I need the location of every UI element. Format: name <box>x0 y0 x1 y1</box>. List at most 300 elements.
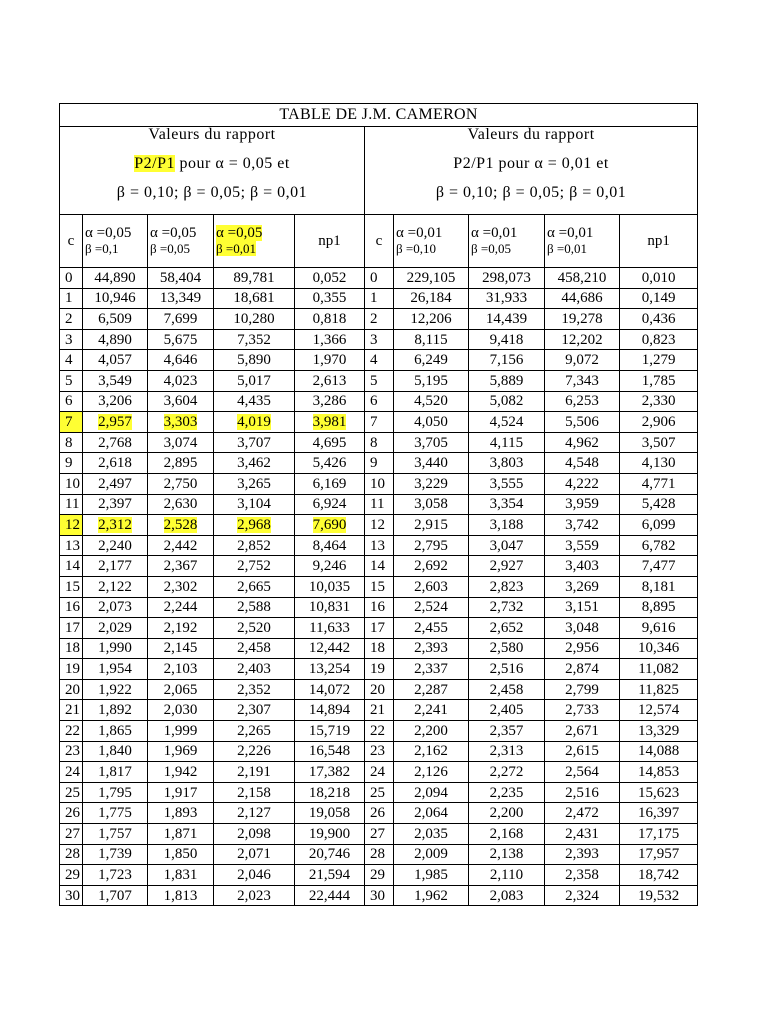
right-value-cell: 7,343 <box>545 370 620 391</box>
right-value-cell: 2,330 <box>620 391 698 412</box>
right-value-cell: 4,130 <box>620 453 698 474</box>
left-value-cell: 2,265 <box>214 721 295 742</box>
right-value-cell: 229,105 <box>394 268 469 289</box>
right-value-cell: 0,436 <box>620 309 698 330</box>
left-value-cell: 2,752 <box>214 556 295 577</box>
right-value-cell: 2,927 <box>469 556 545 577</box>
right-c-cell: 23 <box>365 741 394 762</box>
left-desc-line1: Valeurs du rapport <box>148 126 276 143</box>
left-value-cell: 2,403 <box>214 659 295 680</box>
left-value-cell: 2,029 <box>83 618 148 639</box>
right-value-cell: 3,507 <box>620 432 698 453</box>
left-c-cell: 17 <box>60 618 83 639</box>
left-value-cell: 3,286 <box>295 391 365 412</box>
right-c-cell: 1 <box>365 288 394 309</box>
right-col3-header: α =0,01 β =0,01 <box>545 215 620 268</box>
right-value-cell: 3,403 <box>545 556 620 577</box>
right-c-cell: 28 <box>365 844 394 865</box>
left-value-cell: 13,254 <box>295 659 365 680</box>
left-value-cell: 18,218 <box>295 782 365 803</box>
right-value-cell: 2,732 <box>469 597 545 618</box>
right-value-cell: 2,094 <box>394 782 469 803</box>
left-c-cell: 5 <box>60 370 83 391</box>
right-value-cell: 26,184 <box>394 288 469 309</box>
right-value-cell: 1,785 <box>620 370 698 391</box>
right-value-cell: 2,823 <box>469 576 545 597</box>
right-value-cell: 2,516 <box>545 782 620 803</box>
left-value-cell: 2,023 <box>214 885 295 906</box>
left-value-cell: 6,169 <box>295 473 365 494</box>
left-value-cell: 1,893 <box>148 803 214 824</box>
right-value-cell: 0,010 <box>620 268 698 289</box>
left-c-cell: 4 <box>60 350 83 371</box>
left-value-cell: 1,999 <box>148 721 214 742</box>
left-value-cell: 2,071 <box>214 844 295 865</box>
left-value-cell: 3,462 <box>214 453 295 474</box>
left-value-cell: 2,588 <box>214 597 295 618</box>
right-c-cell: 3 <box>365 329 394 350</box>
right-c-cell: 30 <box>365 885 394 906</box>
right-value-cell: 2,652 <box>469 618 545 639</box>
left-value-cell: 7,352 <box>214 329 295 350</box>
right-value-cell: 3,047 <box>469 535 545 556</box>
right-value-cell: 458,210 <box>545 268 620 289</box>
right-value-cell: 1,279 <box>620 350 698 371</box>
left-value-cell: 3,104 <box>214 494 295 515</box>
right-value-cell: 2,200 <box>394 721 469 742</box>
right-np1-header: np1 <box>620 215 698 268</box>
right-value-cell: 4,050 <box>394 412 469 433</box>
left-value-cell: 2,307 <box>214 700 295 721</box>
left-value-cell: 4,695 <box>295 432 365 453</box>
right-c-cell: 8 <box>365 432 394 453</box>
left-value-cell: 3,981 <box>295 412 365 433</box>
right-c-cell: 4 <box>365 350 394 371</box>
right-value-cell: 2,874 <box>545 659 620 680</box>
left-c-cell: 23 <box>60 741 83 762</box>
left-c-cell: 16 <box>60 597 83 618</box>
left-value-cell: 5,675 <box>148 329 214 350</box>
right-c-cell: 0 <box>365 268 394 289</box>
left-value-cell: 1,813 <box>148 885 214 906</box>
right-value-cell: 2,692 <box>394 556 469 577</box>
table-row <box>60 741 698 762</box>
right-value-cell: 15,623 <box>620 782 698 803</box>
table-row <box>60 597 698 618</box>
left-c-cell: 7 <box>60 412 83 433</box>
right-value-cell: 2,168 <box>469 824 545 845</box>
table-row <box>60 824 698 845</box>
right-value-cell: 3,959 <box>545 494 620 515</box>
right-description <box>365 127 698 215</box>
table-row <box>60 432 698 453</box>
left-value-cell: 2,103 <box>148 659 214 680</box>
left-value-cell: 2,192 <box>148 618 214 639</box>
right-value-cell: 3,742 <box>545 515 620 536</box>
left-c-cell: 6 <box>60 391 83 412</box>
left-value-cell: 2,630 <box>148 494 214 515</box>
left-c-cell: 22 <box>60 721 83 742</box>
right-value-cell: 14,088 <box>620 741 698 762</box>
right-value-cell: 2,458 <box>469 679 545 700</box>
left-value-cell: 2,145 <box>148 638 214 659</box>
right-value-cell: 3,229 <box>394 473 469 494</box>
left-c-cell: 11 <box>60 494 83 515</box>
left-description <box>60 127 365 215</box>
right-c-cell: 18 <box>365 638 394 659</box>
right-value-cell: 8,115 <box>394 329 469 350</box>
right-value-cell: 3,803 <box>469 453 545 474</box>
left-value-cell: 1,970 <box>295 350 365 371</box>
left-value-cell: 18,681 <box>214 288 295 309</box>
left-value-cell: 2,458 <box>214 638 295 659</box>
right-value-cell: 2,035 <box>394 824 469 845</box>
right-c-cell: 2 <box>365 309 394 330</box>
table-row <box>60 473 698 494</box>
left-c-cell: 3 <box>60 329 83 350</box>
left-value-cell: 4,023 <box>148 370 214 391</box>
right-value-cell: 3,048 <box>545 618 620 639</box>
right-value-cell: 4,548 <box>545 453 620 474</box>
left-value-cell: 1,775 <box>83 803 148 824</box>
left-value-cell: 19,058 <box>295 803 365 824</box>
table-row <box>60 494 698 515</box>
left-desc-line2 <box>60 156 364 185</box>
left-value-cell: 10,946 <box>83 288 148 309</box>
right-value-cell: 2,200 <box>469 803 545 824</box>
left-c-cell: 12 <box>60 515 83 536</box>
left-value-cell: 5,426 <box>295 453 365 474</box>
right-value-cell: 0,149 <box>620 288 698 309</box>
left-value-cell: 4,646 <box>148 350 214 371</box>
table-row <box>60 782 698 803</box>
table-row <box>60 721 698 742</box>
left-value-cell: 14,894 <box>295 700 365 721</box>
table-row <box>60 762 698 783</box>
right-value-cell: 2,733 <box>545 700 620 721</box>
right-col2-header: α =0,01 β =0,05 <box>469 215 545 268</box>
right-value-cell: 7,477 <box>620 556 698 577</box>
left-c-cell: 21 <box>60 700 83 721</box>
left-c-cell: 8 <box>60 432 83 453</box>
right-value-cell: 2,110 <box>469 865 545 886</box>
left-value-cell: 13,349 <box>148 288 214 309</box>
left-value-cell: 1,917 <box>148 782 214 803</box>
right-value-cell: 2,393 <box>394 638 469 659</box>
right-value-cell: 4,222 <box>545 473 620 494</box>
left-c-cell: 20 <box>60 679 83 700</box>
left-c-cell: 24 <box>60 762 83 783</box>
right-value-cell: 2,795 <box>394 535 469 556</box>
right-value-cell: 5,889 <box>469 370 545 391</box>
left-c-cell: 19 <box>60 659 83 680</box>
left-value-cell: 22,444 <box>295 885 365 906</box>
right-value-cell: 2,324 <box>545 885 620 906</box>
table-row <box>60 535 698 556</box>
right-col1-header: α =0,01 β =0,10 <box>394 215 469 268</box>
left-value-cell: 3,707 <box>214 432 295 453</box>
right-c-cell: 7 <box>365 412 394 433</box>
left-value-cell: 2,046 <box>214 865 295 886</box>
right-value-cell: 2,358 <box>545 865 620 886</box>
table-row <box>60 844 698 865</box>
right-desc-line3: β = 0,10; β = 0,05; β = 0,01 <box>435 184 627 201</box>
right-c-header: c <box>365 215 394 268</box>
left-np1-header: np1 <box>295 215 365 268</box>
left-value-cell: 20,746 <box>295 844 365 865</box>
left-value-cell: 6,509 <box>83 309 148 330</box>
left-value-cell: 2,768 <box>83 432 148 453</box>
table-row <box>60 288 698 309</box>
table-row <box>60 370 698 391</box>
right-value-cell: 2,431 <box>545 824 620 845</box>
left-c-cell: 15 <box>60 576 83 597</box>
right-value-cell: 11,082 <box>620 659 698 680</box>
right-value-cell: 2,580 <box>469 638 545 659</box>
right-value-cell: 3,269 <box>545 576 620 597</box>
right-c-cell: 26 <box>365 803 394 824</box>
left-value-cell: 12,442 <box>295 638 365 659</box>
table-row <box>60 885 698 906</box>
right-value-cell: 2,455 <box>394 618 469 639</box>
left-c-cell: 30 <box>60 885 83 906</box>
table-row <box>60 638 698 659</box>
left-value-cell: 2,312 <box>83 515 148 536</box>
left-value-cell: 2,750 <box>148 473 214 494</box>
right-value-cell: 14,439 <box>469 309 545 330</box>
right-c-cell: 12 <box>365 515 394 536</box>
right-value-cell: 3,058 <box>394 494 469 515</box>
right-value-cell: 3,559 <box>545 535 620 556</box>
table-title: TABLE DE J.M. CAMERON <box>60 104 698 127</box>
left-value-cell: 1,840 <box>83 741 148 762</box>
left-value-cell: 0,818 <box>295 309 365 330</box>
left-value-cell: 2,177 <box>83 556 148 577</box>
table-row <box>60 453 698 474</box>
right-value-cell: 9,418 <box>469 329 545 350</box>
right-value-cell: 8,895 <box>620 597 698 618</box>
left-c-cell: 10 <box>60 473 83 494</box>
table-row <box>60 329 698 350</box>
left-value-cell: 3,549 <box>83 370 148 391</box>
right-value-cell: 2,064 <box>394 803 469 824</box>
right-value-cell: 2,603 <box>394 576 469 597</box>
right-c-cell: 16 <box>365 597 394 618</box>
right-value-cell: 2,799 <box>545 679 620 700</box>
left-value-cell: 2,073 <box>83 597 148 618</box>
left-desc-line2-rest: pour α = 0,05 et <box>179 155 290 172</box>
right-value-cell: 0,823 <box>620 329 698 350</box>
table-row <box>60 803 698 824</box>
right-value-cell: 2,138 <box>469 844 545 865</box>
right-c-cell: 17 <box>365 618 394 639</box>
right-value-cell: 3,151 <box>545 597 620 618</box>
left-value-cell: 2,852 <box>214 535 295 556</box>
left-c-cell: 26 <box>60 803 83 824</box>
right-value-cell: 5,082 <box>469 391 545 412</box>
left-value-cell: 2,618 <box>83 453 148 474</box>
left-value-cell: 1,831 <box>148 865 214 886</box>
left-value-cell: 1,865 <box>83 721 148 742</box>
left-value-cell: 2,520 <box>214 618 295 639</box>
left-value-cell: 1,954 <box>83 659 148 680</box>
right-value-cell: 12,202 <box>545 329 620 350</box>
right-value-cell: 2,287 <box>394 679 469 700</box>
right-value-cell: 2,405 <box>469 700 545 721</box>
table-row <box>60 515 698 536</box>
left-value-cell: 3,074 <box>148 432 214 453</box>
right-c-cell: 11 <box>365 494 394 515</box>
left-value-cell: 1,795 <box>83 782 148 803</box>
left-col2-header: α =0,05 β =0,05 <box>148 215 214 268</box>
left-value-cell: 3,206 <box>83 391 148 412</box>
left-value-cell: 2,442 <box>148 535 214 556</box>
right-value-cell: 19,278 <box>545 309 620 330</box>
left-value-cell: 2,528 <box>148 515 214 536</box>
right-value-cell: 2,472 <box>545 803 620 824</box>
right-value-cell: 2,915 <box>394 515 469 536</box>
right-value-cell: 3,555 <box>469 473 545 494</box>
right-c-cell: 19 <box>365 659 394 680</box>
left-value-cell: 2,158 <box>214 782 295 803</box>
left-value-cell: 21,594 <box>295 865 365 886</box>
left-c-cell: 1 <box>60 288 83 309</box>
left-value-cell: 1,707 <box>83 885 148 906</box>
left-value-cell: 44,890 <box>83 268 148 289</box>
left-c-cell: 0 <box>60 268 83 289</box>
cameron-table <box>59 103 698 906</box>
right-value-cell: 6,099 <box>620 515 698 536</box>
right-value-cell: 18,742 <box>620 865 698 886</box>
left-value-cell: 2,244 <box>148 597 214 618</box>
right-value-cell: 17,175 <box>620 824 698 845</box>
left-value-cell: 89,781 <box>214 268 295 289</box>
left-value-cell: 19,900 <box>295 824 365 845</box>
left-value-cell: 3,303 <box>148 412 214 433</box>
right-c-cell: 5 <box>365 370 394 391</box>
right-value-cell: 4,771 <box>620 473 698 494</box>
right-value-cell: 11,825 <box>620 679 698 700</box>
left-c-header: c <box>60 215 83 268</box>
right-value-cell: 17,957 <box>620 844 698 865</box>
right-value-cell: 2,313 <box>469 741 545 762</box>
right-value-cell: 2,564 <box>545 762 620 783</box>
right-c-cell: 29 <box>365 865 394 886</box>
left-value-cell: 2,065 <box>148 679 214 700</box>
table-row <box>60 268 698 289</box>
right-value-cell: 8,181 <box>620 576 698 597</box>
left-value-cell: 3,265 <box>214 473 295 494</box>
right-desc-line1: Valeurs du rapport <box>467 126 595 143</box>
right-value-cell: 4,962 <box>545 432 620 453</box>
table-row <box>60 659 698 680</box>
left-value-cell: 2,397 <box>83 494 148 515</box>
left-c-cell: 18 <box>60 638 83 659</box>
right-value-cell: 2,357 <box>469 721 545 742</box>
right-value-cell: 1,985 <box>394 865 469 886</box>
left-value-cell: 0,355 <box>295 288 365 309</box>
table-row <box>60 412 698 433</box>
left-value-cell: 2,352 <box>214 679 295 700</box>
left-value-cell: 7,690 <box>295 515 365 536</box>
table-row <box>60 679 698 700</box>
right-value-cell: 14,853 <box>620 762 698 783</box>
left-value-cell: 4,019 <box>214 412 295 433</box>
left-value-cell: 4,890 <box>83 329 148 350</box>
left-value-cell: 2,367 <box>148 556 214 577</box>
right-value-cell: 2,272 <box>469 762 545 783</box>
right-value-cell: 4,524 <box>469 412 545 433</box>
left-value-cell: 2,226 <box>214 741 295 762</box>
left-value-cell: 2,895 <box>148 453 214 474</box>
right-c-cell: 27 <box>365 824 394 845</box>
right-value-cell: 19,532 <box>620 885 698 906</box>
right-value-cell: 5,195 <box>394 370 469 391</box>
left-value-cell: 11,633 <box>295 618 365 639</box>
right-value-cell: 5,506 <box>545 412 620 433</box>
right-c-cell: 9 <box>365 453 394 474</box>
left-value-cell: 1,739 <box>83 844 148 865</box>
right-value-cell: 6,782 <box>620 535 698 556</box>
left-value-cell: 1,969 <box>148 741 214 762</box>
right-value-cell: 12,206 <box>394 309 469 330</box>
right-c-cell: 25 <box>365 782 394 803</box>
right-value-cell: 2,906 <box>620 412 698 433</box>
left-col1-header: α =0,05 β =0,1 <box>83 215 148 268</box>
right-value-cell: 12,574 <box>620 700 698 721</box>
left-value-cell: 4,057 <box>83 350 148 371</box>
right-value-cell: 7,156 <box>469 350 545 371</box>
right-c-cell: 14 <box>365 556 394 577</box>
right-value-cell: 4,520 <box>394 391 469 412</box>
table-row <box>60 618 698 639</box>
p2p1-highlight: P2/P1 <box>134 155 175 172</box>
left-c-cell: 25 <box>60 782 83 803</box>
right-value-cell: 4,115 <box>469 432 545 453</box>
left-value-cell: 1,871 <box>148 824 214 845</box>
right-value-cell: 2,337 <box>394 659 469 680</box>
left-value-cell: 10,035 <box>295 576 365 597</box>
left-value-cell: 2,957 <box>83 412 148 433</box>
right-value-cell: 9,616 <box>620 618 698 639</box>
table-row <box>60 309 698 330</box>
right-c-cell: 13 <box>365 535 394 556</box>
left-value-cell: 8,464 <box>295 535 365 556</box>
right-value-cell: 2,126 <box>394 762 469 783</box>
table-row <box>60 350 698 371</box>
right-value-cell: 3,188 <box>469 515 545 536</box>
left-c-cell: 29 <box>60 865 83 886</box>
right-value-cell: 2,162 <box>394 741 469 762</box>
right-c-cell: 20 <box>365 679 394 700</box>
left-value-cell: 1,817 <box>83 762 148 783</box>
left-value-cell: 16,548 <box>295 741 365 762</box>
right-value-cell: 2,393 <box>545 844 620 865</box>
left-c-cell: 27 <box>60 824 83 845</box>
right-value-cell: 13,329 <box>620 721 698 742</box>
left-value-cell: 2,613 <box>295 370 365 391</box>
left-value-cell: 58,404 <box>148 268 214 289</box>
right-desc-line2: P2/P1 pour α = 0,01 et <box>453 155 609 172</box>
left-value-cell: 1,723 <box>83 865 148 886</box>
left-value-cell: 10,280 <box>214 309 295 330</box>
right-value-cell: 5,428 <box>620 494 698 515</box>
right-c-cell: 10 <box>365 473 394 494</box>
left-value-cell: 7,699 <box>148 309 214 330</box>
left-value-cell: 1,757 <box>83 824 148 845</box>
right-value-cell: 2,083 <box>469 885 545 906</box>
left-value-cell: 10,831 <box>295 597 365 618</box>
